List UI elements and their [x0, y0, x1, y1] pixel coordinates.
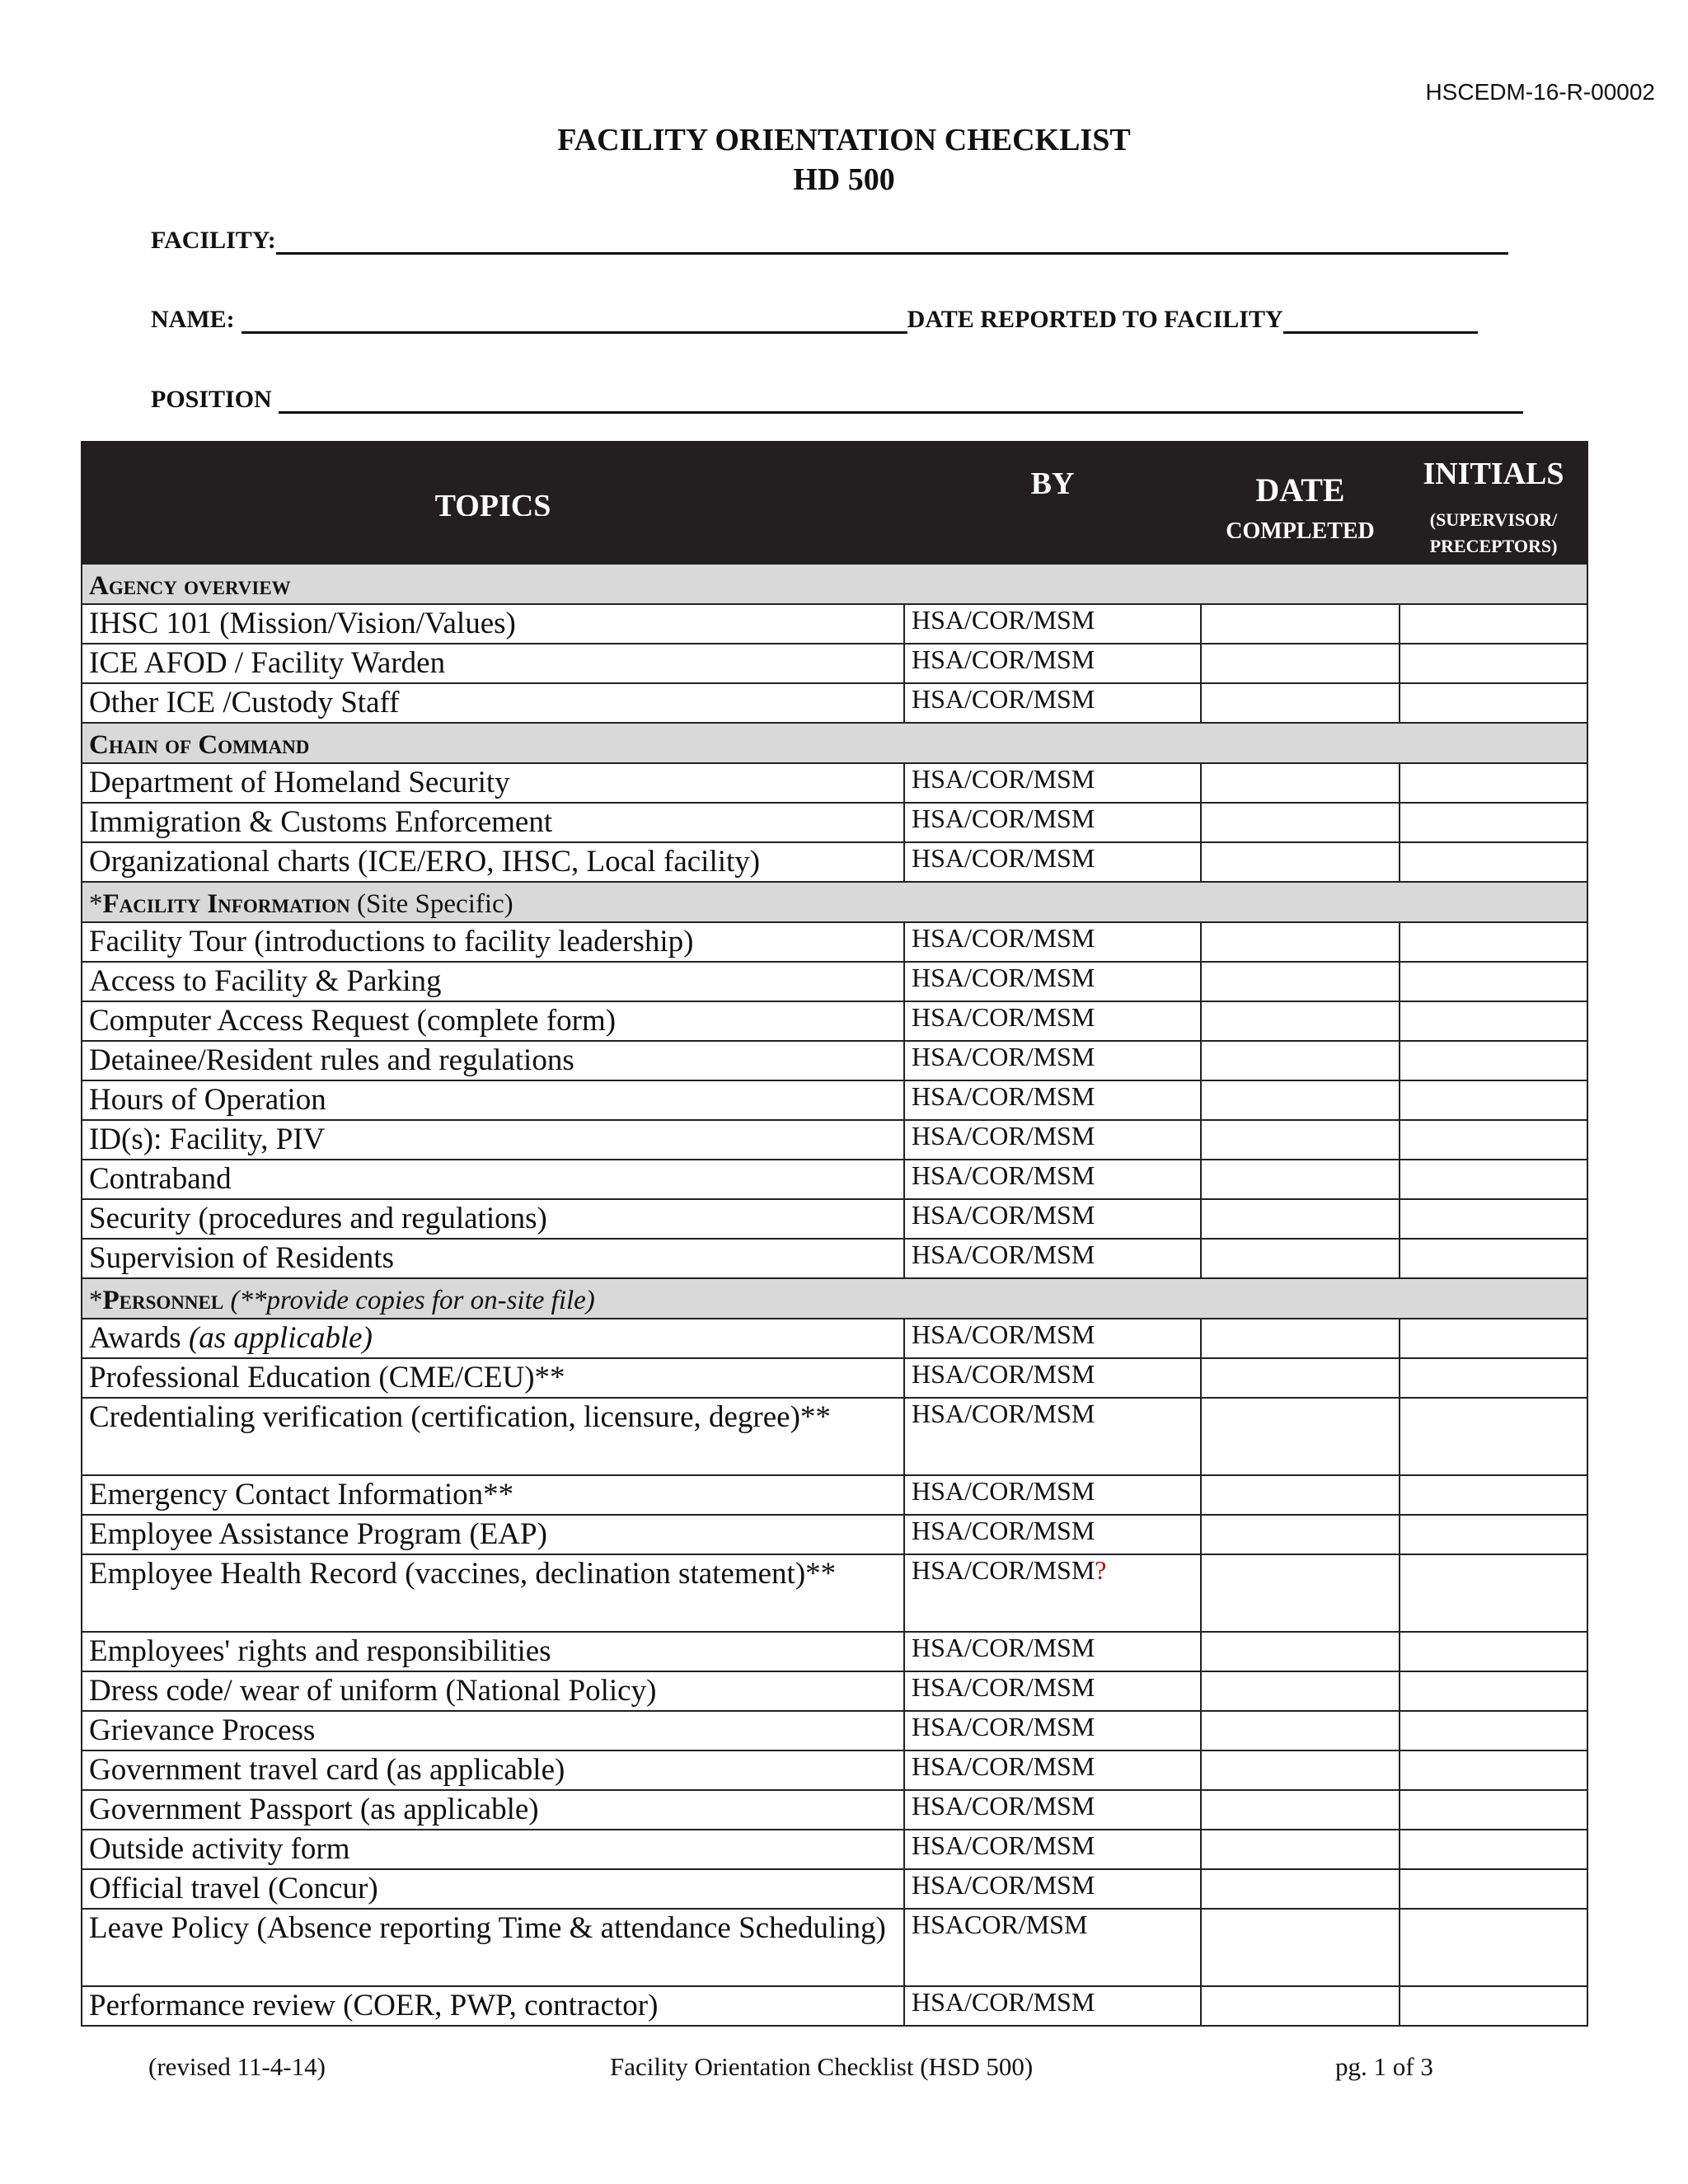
row-by: HSA/COR/MSM — [904, 1080, 1201, 1120]
row-initials-cell[interactable] — [1400, 842, 1587, 882]
table-row — [82, 1632, 1587, 1671]
row-initials-cell[interactable] — [1400, 683, 1587, 723]
table-row — [82, 604, 1587, 644]
table-row — [82, 1199, 1587, 1239]
table-row — [82, 763, 1587, 803]
row-topic: Hours of Operation — [82, 1080, 904, 1120]
row-topic: Organizational charts (ICE/ERO, IHSC, Local facility) — [82, 842, 904, 882]
footer-page-number: pg. 1 of 3 — [1335, 2052, 1433, 2081]
row-date-cell[interactable] — [1201, 1358, 1400, 1398]
table-row — [82, 1398, 1587, 1475]
row-initials-cell[interactable] — [1400, 1080, 1587, 1120]
row-topic: Outside activity form — [82, 1830, 904, 1869]
row-topic: Department of Homeland Security — [82, 763, 904, 803]
table-row — [82, 922, 1587, 962]
table-row — [82, 803, 1587, 842]
row-topic: Detainee/Resident rules and regulations — [82, 1041, 904, 1080]
row-by: HSA/COR/MSM — [904, 1239, 1201, 1278]
row-by: HSA/COR/MSM — [904, 1398, 1201, 1475]
section-prefix: * — [89, 1286, 103, 1315]
row-date-cell[interactable] — [1201, 1515, 1400, 1554]
checklist-table — [81, 441, 1588, 2027]
row-initials-cell[interactable] — [1400, 1199, 1587, 1239]
page-title: FACILITY ORIENTATION CHECKLIST — [557, 123, 1131, 157]
row-initials-cell[interactable] — [1400, 1830, 1587, 1869]
row-date-cell[interactable] — [1201, 1554, 1400, 1632]
row-initials-cell[interactable] — [1400, 1001, 1587, 1041]
row-topic: ICE AFOD / Facility Warden — [82, 644, 904, 683]
row-date-cell[interactable] — [1201, 1830, 1400, 1869]
section-prefix: * — [89, 889, 103, 919]
row-initials-cell[interactable] — [1400, 604, 1587, 644]
row-initials-cell[interactable] — [1400, 1120, 1587, 1160]
row-by: HSA/COR/MSM — [904, 683, 1201, 723]
row-date-cell[interactable] — [1201, 644, 1400, 683]
row-initials-cell[interactable] — [1400, 1554, 1587, 1632]
row-topic: Credentialing verification (certification, licensure, degree)** — [82, 1398, 904, 1475]
table-row — [82, 1790, 1587, 1830]
table-row — [82, 842, 1587, 882]
row-date-cell[interactable] — [1201, 1319, 1400, 1358]
row-by: HSA/COR/MSM — [904, 763, 1201, 803]
table-row — [82, 1120, 1587, 1160]
row-initials-cell[interactable] — [1400, 1986, 1587, 2026]
row-date-cell[interactable] — [1201, 922, 1400, 962]
row-initials-cell[interactable] — [1400, 1515, 1587, 1554]
row-topic: Leave Policy (Absence reporting Time & attendance Scheduling) — [82, 1909, 904, 1986]
row-initials-cell[interactable] — [1400, 1398, 1587, 1475]
table-row — [82, 1869, 1587, 1909]
row-by: HSA/COR/MSM — [904, 922, 1201, 962]
section-note: (Site Specific) — [349, 889, 513, 919]
section-note: (**provide copies for on-site file) — [223, 1286, 595, 1315]
name-field — [151, 303, 1478, 334]
header-supervisor-note: (SUPERVISOR/ PRECEPTORS) — [1429, 509, 1558, 556]
row-by: HSA/COR/MSM — [904, 1041, 1201, 1080]
row-initials-cell[interactable] — [1400, 1632, 1587, 1671]
row-date-cell[interactable] — [1201, 763, 1400, 803]
row-initials-cell[interactable] — [1400, 1909, 1587, 1986]
position-field — [151, 383, 1523, 414]
document-id: HSCEDM-16-R-00002 — [1425, 79, 1655, 105]
row-date-cell[interactable] — [1201, 1750, 1400, 1790]
table-row — [82, 1319, 1587, 1358]
row-topic: Employees' rights and responsibilities — [82, 1632, 904, 1671]
row-date-cell[interactable] — [1201, 1632, 1400, 1671]
row-topic: Contraband — [82, 1160, 904, 1199]
row-by: HSA/COR/MSM — [904, 1671, 1201, 1711]
row-topic: Access to Facility & Parking — [82, 962, 904, 1001]
row-topic: Immigration & Customs Enforcement — [82, 803, 904, 842]
row-by: HSA/COR/MSM — [904, 604, 1201, 644]
table-row — [82, 1080, 1587, 1120]
row-initials-cell[interactable] — [1400, 803, 1587, 842]
position-input-line[interactable] — [279, 383, 1523, 414]
row-date-cell[interactable] — [1201, 1869, 1400, 1909]
row-date-cell[interactable] — [1201, 1239, 1400, 1278]
row-date-cell[interactable] — [1201, 604, 1400, 644]
row-initials-cell[interactable] — [1400, 1711, 1587, 1750]
header-initials — [1400, 442, 1587, 564]
row-initials-cell[interactable] — [1400, 644, 1587, 683]
row-date-cell[interactable] — [1201, 842, 1400, 882]
row-by: HSA/COR/MSM — [904, 962, 1201, 1001]
table-row — [82, 683, 1587, 723]
row-by: HSA/COR/MSM — [904, 1160, 1201, 1199]
row-initials-cell[interactable] — [1400, 1239, 1587, 1278]
title-block — [0, 120, 1688, 199]
page-subtitle: HD 500 — [793, 162, 895, 197]
row-initials-cell[interactable] — [1400, 1160, 1587, 1199]
row-by: HSA/COR/MSM — [904, 1869, 1201, 1909]
row-topic: Computer Access Request (complete form) — [82, 1001, 904, 1041]
row-initials-cell[interactable] — [1400, 1041, 1587, 1080]
section-title: Facility Information — [102, 889, 350, 919]
row-date-cell[interactable] — [1201, 1986, 1400, 2026]
row-date-cell[interactable] — [1201, 1080, 1400, 1120]
row-topic: ID(s): Facility, PIV — [82, 1120, 904, 1160]
section-title: Personnel — [102, 1286, 224, 1315]
table-row — [82, 1986, 1587, 2026]
row-date-cell[interactable] — [1201, 1398, 1400, 1475]
row-date-cell[interactable] — [1201, 1711, 1400, 1750]
row-by: HSA/COR/MSM — [904, 1475, 1201, 1515]
header-by: BY — [904, 442, 1201, 564]
row-date-cell[interactable] — [1201, 1790, 1400, 1830]
row-topic: Awards (as applicable) — [82, 1319, 904, 1358]
row-by: HSA/COR/MSM — [904, 1358, 1201, 1398]
table-row — [82, 1515, 1587, 1554]
table-row — [82, 1671, 1587, 1711]
date-reported-input-line[interactable] — [1283, 303, 1478, 334]
name-input-line[interactable] — [241, 303, 907, 334]
row-initials-cell[interactable] — [1400, 1750, 1587, 1790]
row-by: HSA/COR/MSM — [904, 644, 1201, 683]
date-reported-label: DATE REPORTED TO FACILITY — [907, 306, 1283, 333]
row-by: HSA/COR/MSM — [904, 1120, 1201, 1160]
row-topic: IHSC 101 (Mission/Vision/Values) — [82, 604, 904, 644]
section-title: Agency overview — [89, 571, 291, 601]
row-date-cell[interactable] — [1201, 1671, 1400, 1711]
table-header — [82, 442, 1587, 564]
row-date-cell[interactable] — [1201, 1475, 1400, 1515]
row-initials-cell[interactable] — [1400, 1319, 1587, 1358]
table-row — [82, 1358, 1587, 1398]
row-topic: Government travel card (as applicable) — [82, 1750, 904, 1790]
table-row — [82, 1711, 1587, 1750]
row-by: HSA/COR/MSM — [904, 1199, 1201, 1239]
row-by: HSA/COR/MSM — [904, 1750, 1201, 1790]
row-by: HSA/COR/MSM — [904, 1986, 1201, 2026]
table-row — [82, 644, 1587, 683]
row-topic: Emergency Contact Information** — [82, 1475, 904, 1515]
row-date-cell[interactable] — [1201, 1909, 1400, 1986]
row-date-cell[interactable] — [1201, 1120, 1400, 1160]
header-initials-label: INITIALS — [1423, 457, 1564, 491]
question-mark: ? — [1095, 1555, 1107, 1585]
header-topics: TOPICS — [82, 442, 904, 564]
row-topic: Employee Assistance Program (EAP) — [82, 1515, 904, 1554]
row-topic: Professional Education (CME/CEU)** — [82, 1358, 904, 1398]
row-by: HSA/COR/MSM — [904, 1515, 1201, 1554]
table-row — [82, 1909, 1587, 1986]
row-initials-cell[interactable] — [1400, 1475, 1587, 1515]
footer-revised: (revised 11-4-14) — [148, 2052, 326, 2081]
row-initials-cell[interactable] — [1400, 962, 1587, 1001]
row-date-cell[interactable] — [1201, 962, 1400, 1001]
row-initials-cell[interactable] — [1400, 922, 1587, 962]
row-by: HSA/COR/MSM — [904, 842, 1201, 882]
row-topic: Grievance Process — [82, 1711, 904, 1750]
row-topic: Dress code/ wear of uniform (National Policy) — [82, 1671, 904, 1711]
row-topic: Other ICE /Custody Staff — [82, 683, 904, 723]
row-date-cell[interactable] — [1201, 803, 1400, 842]
table-row — [82, 1041, 1587, 1080]
row-initials-cell[interactable] — [1400, 1790, 1587, 1830]
row-by: HSA/COR/MSM — [904, 1830, 1201, 1869]
row-by: HSACOR/MSM — [904, 1909, 1201, 1986]
table-row — [82, 1554, 1587, 1632]
header-date-completed — [1201, 442, 1400, 564]
row-initials-cell[interactable] — [1400, 1358, 1587, 1398]
row-date-cell[interactable] — [1201, 1199, 1400, 1239]
table-row — [82, 1239, 1587, 1278]
table-row — [82, 1750, 1587, 1790]
name-label: NAME: — [151, 306, 235, 333]
facility-input-line[interactable] — [276, 224, 1508, 255]
row-topic: Government Passport (as applicable) — [82, 1790, 904, 1830]
row-topic: Facility Tour (introductions to facility leadership) — [82, 922, 904, 962]
row-initials-cell[interactable] — [1400, 1671, 1587, 1711]
row-topic: Security (procedures and regulations) — [82, 1199, 904, 1239]
header-date: DATE — [1255, 471, 1345, 509]
row-by: HSA/COR/MSM — [904, 1001, 1201, 1041]
facility-field — [151, 224, 1508, 255]
position-label: POSITION — [151, 386, 272, 413]
table-row — [82, 1475, 1587, 1515]
row-date-cell[interactable] — [1201, 1160, 1400, 1199]
section-chain-of-command — [82, 723, 1587, 763]
footer-title: Facility Orientation Checklist (HSD 500) — [610, 2052, 1034, 2081]
header-completed: COMPLETED — [1226, 518, 1375, 538]
table-row — [82, 1830, 1587, 1869]
row-initials-cell[interactable] — [1400, 763, 1587, 803]
row-by: HSA/COR/MSM — [904, 803, 1201, 842]
row-topic: Official travel (Concur) — [82, 1869, 904, 1909]
row-date-cell[interactable] — [1201, 1041, 1400, 1080]
row-topic: Employee Health Record (vaccines, declination statement)** — [82, 1554, 904, 1632]
row-date-cell[interactable] — [1201, 683, 1400, 723]
row-by: HSA/COR/MSM? — [904, 1554, 1201, 1632]
row-by: HSA/COR/MSM — [904, 1790, 1201, 1830]
section-title: Chain of Command — [89, 730, 310, 760]
row-by: HSA/COR/MSM — [904, 1711, 1201, 1750]
section-personnel — [82, 1278, 1587, 1319]
row-by: HSA/COR/MSM — [904, 1632, 1201, 1671]
row-by: HSA/COR/MSM — [904, 1319, 1201, 1358]
row-topic: Supervision of Residents — [82, 1239, 904, 1278]
table-row — [82, 1160, 1587, 1199]
row-date-cell[interactable] — [1201, 1001, 1400, 1041]
section-facility-information — [82, 882, 1587, 922]
section-agency-overview — [82, 564, 1587, 604]
facility-label: FACILITY: — [151, 227, 276, 254]
table-row — [82, 962, 1587, 1001]
table-row — [82, 1001, 1587, 1041]
row-initials-cell[interactable] — [1400, 1869, 1587, 1909]
row-topic: Performance review (COER, PWP, contractor) — [82, 1986, 904, 2026]
